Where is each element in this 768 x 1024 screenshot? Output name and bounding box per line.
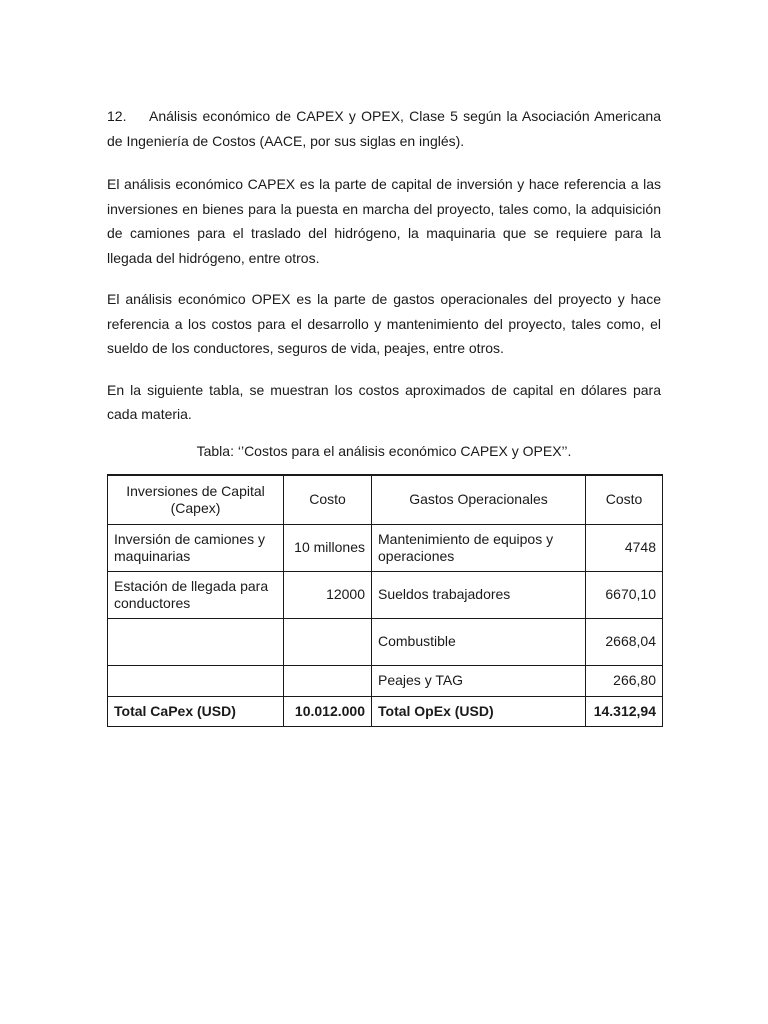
table-totals-row (108, 696, 663, 726)
table-cell: 6670,10 (586, 571, 663, 618)
table-cell (108, 665, 284, 696)
table-cell: 266,80 (586, 665, 663, 696)
table-cell (284, 665, 372, 696)
table-cell: Sueldos trabajadores (372, 571, 586, 618)
paragraph-table-intro: En la siguiente tabla, se muestran los costos aproximados de capital en dólares para cada materia. (107, 381, 661, 422)
table-row (108, 524, 663, 571)
table-header-cell: Gastos Operacionales (372, 475, 586, 525)
table-cell: Mantenimiento de equipos y operaciones (372, 524, 586, 571)
paragraph-capex: El análisis económico CAPEX es la parte de capital de inversión y hace referencia a las inversiones en bienes para la puesta en marcha del proyecto, tales como, la adquisición de camiones para el traslado del hidrógeno, la maquinaria que se requiere para la llegada del hidrógeno, entre otros. (107, 176, 661, 266)
table-cell: Combustible (372, 618, 586, 665)
table-cell: 2668,04 (586, 618, 663, 665)
total-opex-value: 14.312,94 (586, 696, 663, 726)
table-cell: Peajes y TAG (372, 665, 586, 696)
table-header-cell: Costo (586, 475, 663, 525)
table-row (108, 665, 663, 696)
section-number: 12. (107, 108, 127, 124)
document-content (107, 104, 661, 727)
table-header-cell: Costo (284, 475, 372, 525)
table-header-row (108, 475, 663, 525)
table-caption: Tabla: ‘’Costos para el análisis económico CAPEX y OPEX’’. (196, 442, 572, 459)
paragraph-opex: El análisis económico OPEX es la parte de gastos operacionales del proyecto y hace referencia a los costos para el desarrollo y mantenimiento del proyecto, tales como, el sueldo de los conductores, seguros de vida, peajes, entre otros. (107, 291, 661, 356)
table-header-cell: Inversiones de Capital (Capex) (108, 475, 284, 525)
table-cell: Estación de llegada para conductores (108, 571, 284, 618)
section-title: Análisis económico de CAPEX y OPEX, Clase 5 según la Asociación Americana de Ingeniería de Costos (AACE, por sus siglas en inglés). (107, 108, 661, 149)
table-cell (108, 618, 284, 665)
table-cell: 10 millones (284, 524, 372, 571)
table-cell: Inversión de camiones y maquinarias (108, 524, 284, 571)
total-capex-value: 10.012.000 (284, 696, 372, 726)
table-row (108, 571, 663, 618)
table-cell: 4748 (586, 524, 663, 571)
table-cell (284, 618, 372, 665)
total-capex-label: Total CaPex (USD) (108, 696, 284, 726)
section-heading (107, 104, 661, 153)
total-opex-label: Total OpEx (USD) (372, 696, 586, 726)
table-row (108, 618, 663, 665)
cost-table (107, 474, 663, 727)
table-cell: 12000 (284, 571, 372, 618)
